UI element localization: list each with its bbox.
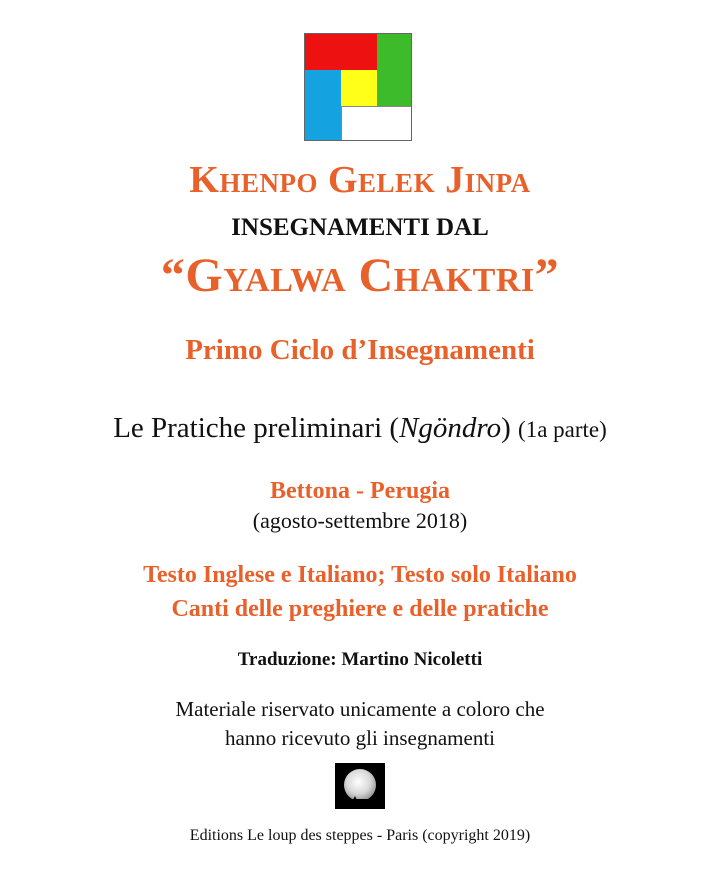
cycle-title: Primo Ciclo d’Insegnamenti: [185, 334, 535, 366]
wolf-moon-emblem: [335, 763, 385, 809]
logo-red-block: [305, 34, 377, 70]
location-dates: (agosto-settembre 2018): [252, 508, 468, 533]
translation-credit: Traduzione: Martino Nicoletti: [237, 649, 483, 670]
logo-yellow-block: [341, 70, 377, 106]
logo-colored-squares: [304, 33, 412, 141]
practice-title: Le Pratiche preliminari: [113, 412, 383, 444]
practice-paren-close: ): [501, 412, 511, 444]
contents-line-1: Testo Inglese e Italiano; Testo solo Italiano: [143, 562, 577, 588]
practice-italic-term: Ngöndro: [399, 412, 502, 444]
contents-line-2: Canti delle preghiere e delle pratiche: [171, 596, 549, 622]
practice-title-line: [0, 412, 720, 445]
practice-paren-open: (: [389, 412, 400, 444]
author-name: Khenpo Gelek Jinpa: [189, 159, 531, 201]
logo-blue-block: [305, 70, 341, 141]
main-title: “Gyalwa Chaktri”: [160, 249, 560, 302]
wolf-icon: ▲: [349, 792, 361, 806]
publisher-footer: Editions Le loup des steppes - Paris (copyright 2019): [189, 827, 531, 844]
logo-green-block: [377, 34, 412, 106]
subtitle: INSEGNAMENTI DAL: [231, 214, 489, 241]
location-place: Bettona - Perugia: [270, 478, 450, 504]
practice-part: (1a parte): [518, 417, 607, 442]
notice-line-2: hanno ricevuto gli insegnamenti: [224, 726, 496, 750]
notice-line-1: Materiale riservato unicamente a coloro che: [175, 697, 545, 721]
logo-white-block: [341, 106, 412, 141]
